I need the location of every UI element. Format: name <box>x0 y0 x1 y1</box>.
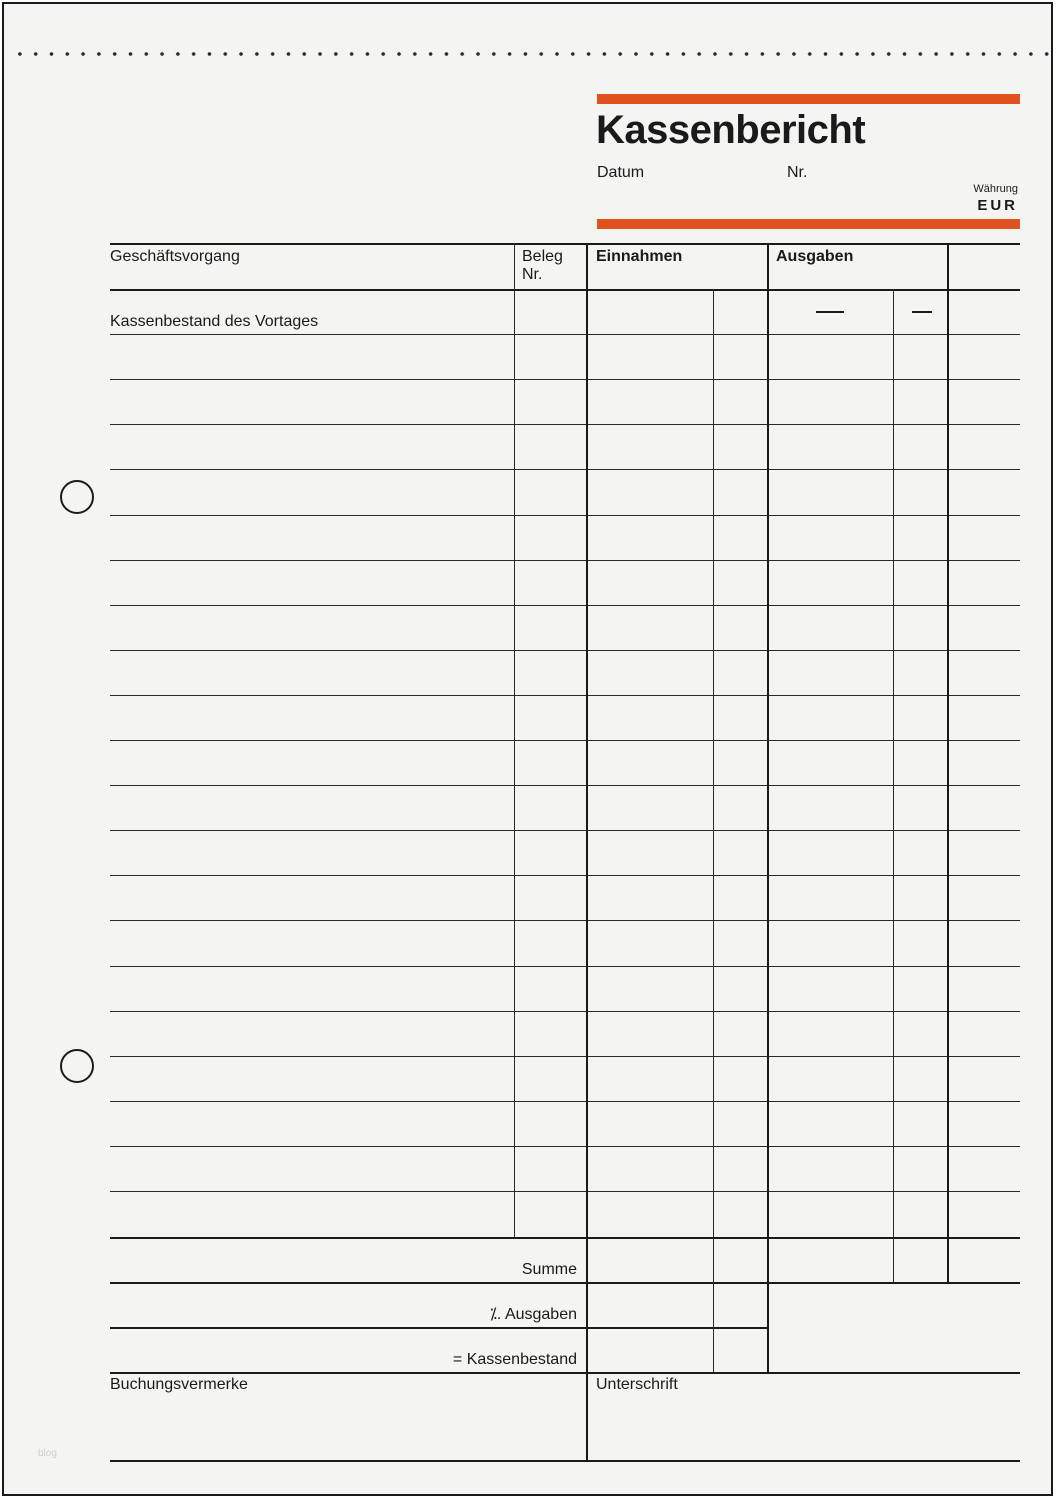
header-accent-bar-top <box>597 94 1020 104</box>
signature-label: Unterschrift <box>596 1376 678 1393</box>
table-row-line <box>110 424 1020 425</box>
column-header-receipt-nr: Nr. <box>522 266 543 283</box>
booking-notes-label: Buchungsvermerke <box>110 1376 248 1393</box>
number-label: Nr. <box>787 164 808 181</box>
table-top-line <box>110 243 1020 245</box>
sum-label: Summe <box>521 1261 577 1278</box>
expenses-column-line <box>767 243 769 1372</box>
table-row-line <box>110 650 1020 651</box>
table-row-line <box>110 920 1020 921</box>
table-row-line <box>110 1101 1020 1102</box>
body-bottom-line <box>110 1237 1020 1239</box>
expenses-cents-line <box>893 289 894 1282</box>
table-row-line <box>110 1146 1020 1147</box>
header-accent-bar-bottom <box>597 219 1020 229</box>
table-row-line <box>110 830 1020 831</box>
expenses-previous-dash <box>816 311 844 313</box>
currency-code: EUR <box>977 197 1018 214</box>
punch-hole-bottom <box>60 1049 94 1083</box>
cash-balance-label: = Kassenbestand <box>452 1351 577 1368</box>
column-header-income: Einnahmen <box>596 248 683 265</box>
table-row-line <box>110 605 1020 606</box>
footer-bottom-line <box>110 1460 1020 1462</box>
table-header-line <box>110 289 1020 291</box>
table-row-line <box>110 560 1020 561</box>
table-row-line <box>110 1056 1020 1057</box>
table-row-line <box>110 379 1020 380</box>
column-header-receipt: Beleg <box>522 248 563 265</box>
perforation-line <box>12 51 1055 57</box>
minus-expenses-label: ⁒. Ausgaben <box>489 1306 577 1323</box>
income-cents-line <box>713 289 714 1372</box>
minus-expenses-line <box>110 1327 767 1329</box>
table-row-line <box>110 515 1020 516</box>
table-row-line <box>110 785 1020 786</box>
table-row-line <box>110 1011 1020 1012</box>
table-row-line <box>110 334 1020 335</box>
table-row-line <box>110 966 1020 967</box>
expenses-cents-previous-dash <box>912 311 932 313</box>
punch-hole-top <box>60 480 94 514</box>
table-row-line <box>110 740 1020 741</box>
currency-label: Währung <box>973 183 1018 195</box>
table-row-line <box>110 469 1020 470</box>
extra-column-line <box>947 243 949 1282</box>
column-header-transaction: Geschäftsvorgang <box>110 248 240 265</box>
table-row-line <box>110 695 1020 696</box>
receipt-column-line <box>514 243 515 1237</box>
form-title: Kassenbericht <box>596 108 866 152</box>
cash-balance-line <box>110 1372 1020 1374</box>
watermark-text: blog <box>38 1448 57 1459</box>
table-row-line <box>110 1191 1020 1192</box>
date-label: Datum <box>597 164 645 181</box>
table-row-line <box>110 875 1020 876</box>
column-header-expenses: Ausgaben <box>776 248 854 265</box>
sum-line <box>110 1282 1020 1284</box>
income-column-line <box>586 243 588 1460</box>
previous-day-balance-label: Kassenbestand des Vortages <box>110 313 319 330</box>
